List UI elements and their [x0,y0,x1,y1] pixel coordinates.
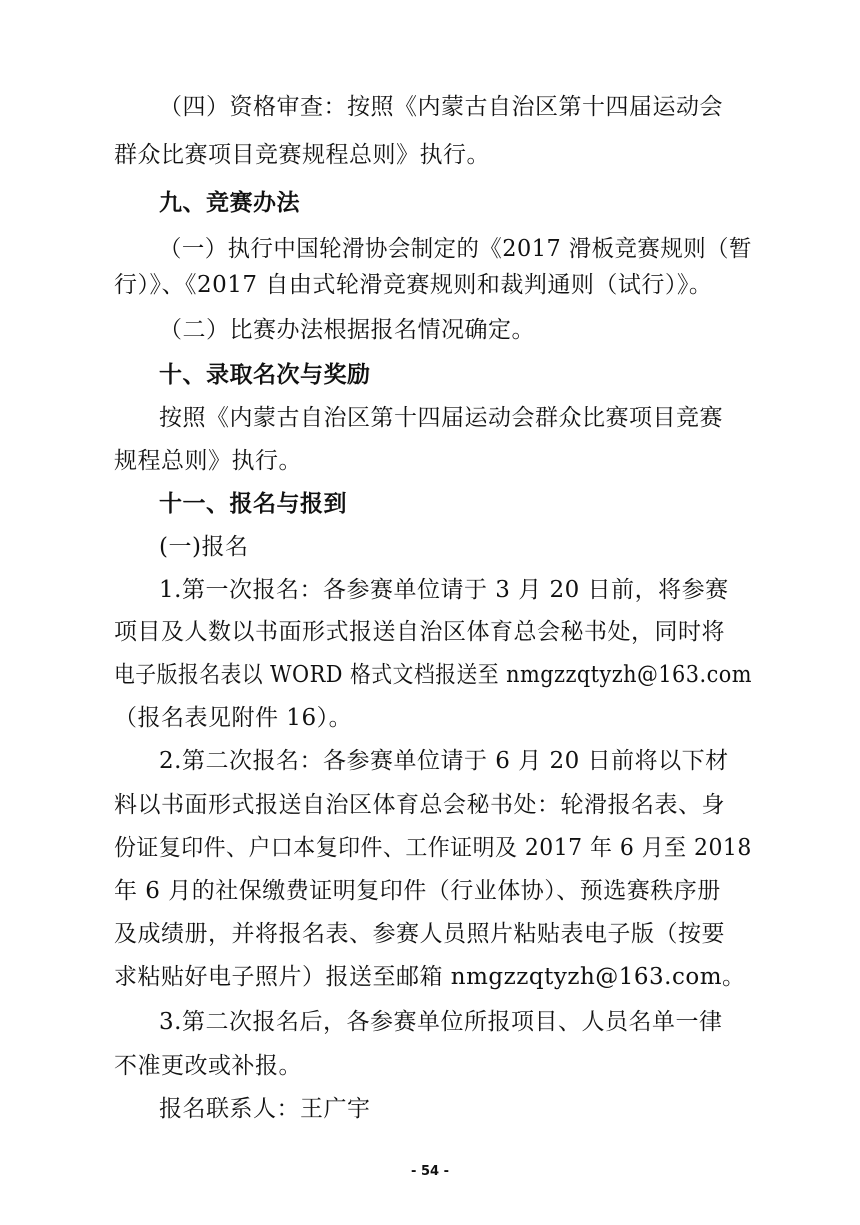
qualification-review-line-2: 群众比赛项目竞赛规程总则》执行。 [114,142,490,168]
qualification-review-line-1: （四）资格审查：按照《内蒙古自治区第十四届运动会 [159,94,723,120]
competition-method-item-1-line-2: 行）》、《2017 自由式轮滑竞赛规则和裁判通则（试行）》。 [114,272,713,298]
registration-item-1-line-4: （报名表见附件 16）。 [114,705,353,731]
registration-item-2-line-5: 及成绩册，并将报名表、参赛人员照片粘贴表电子版（按要 [114,921,725,947]
registration-item-3-line-1: 3.第二次报名后，各参赛单位所报项目、人员名单一律 [159,1009,723,1035]
registration-item-2-line-2: 料以书面形式报送自治区体育总会秘书处：轮滑报名表、身 [114,792,725,818]
registration-item-2-line-4: 年 6 月的社保缴费证明复印件（行业体协）、预选赛秩序册 [114,878,721,904]
registration-item-3-line-2: 不准更改或补报。 [114,1053,302,1079]
competition-method-item-1-line-1: （一）执行中国轮滑协会制定的《2017 滑板竞赛规则（暂 [159,236,752,262]
ranking-awards-line-2: 规程总则》执行。 [114,448,302,474]
registration-contact: 报名联系人：王广宇 [159,1096,371,1122]
registration-item-1-line-3: 电子版报名表以 WORD 格式文档报送至 nmgzzqtyzh@163.com [114,662,752,688]
section-heading-ranking-awards: 十、录取名次与奖励 [159,362,371,388]
registration-item-1-line-2: 项目及人数以书面形式报送自治区体育总会秘书处，同时将 [114,619,725,645]
section-heading-registration: 十一、报名与报到 [159,491,347,517]
registration-subheading: (一)报名 [159,534,249,560]
registration-item-1-line-1: 1.第一次报名：各参赛单位请于 3 月 20 日前，将参赛 [159,577,729,603]
ranking-awards-line-1: 按照《内蒙古自治区第十四届运动会群众比赛项目竞赛 [159,405,723,431]
competition-method-item-2: （二）比赛办法根据报名情况确定。 [159,317,535,343]
registration-item-2-line-1: 2.第二次报名：各参赛单位请于 6 月 20 日前将以下材 [159,748,729,774]
registration-item-2-line-3: 份证复印件、户口本复印件、工作证明及 2017 年 6 月至 2018 [114,835,752,861]
registration-item-2-line-6: 求粘贴好电子照片）报送至邮箱 nmgzzqtyzh@163.com。 [114,964,746,990]
section-heading-competition-method: 九、竞赛办法 [159,190,300,216]
page-number: - 54 - [411,1164,449,1179]
